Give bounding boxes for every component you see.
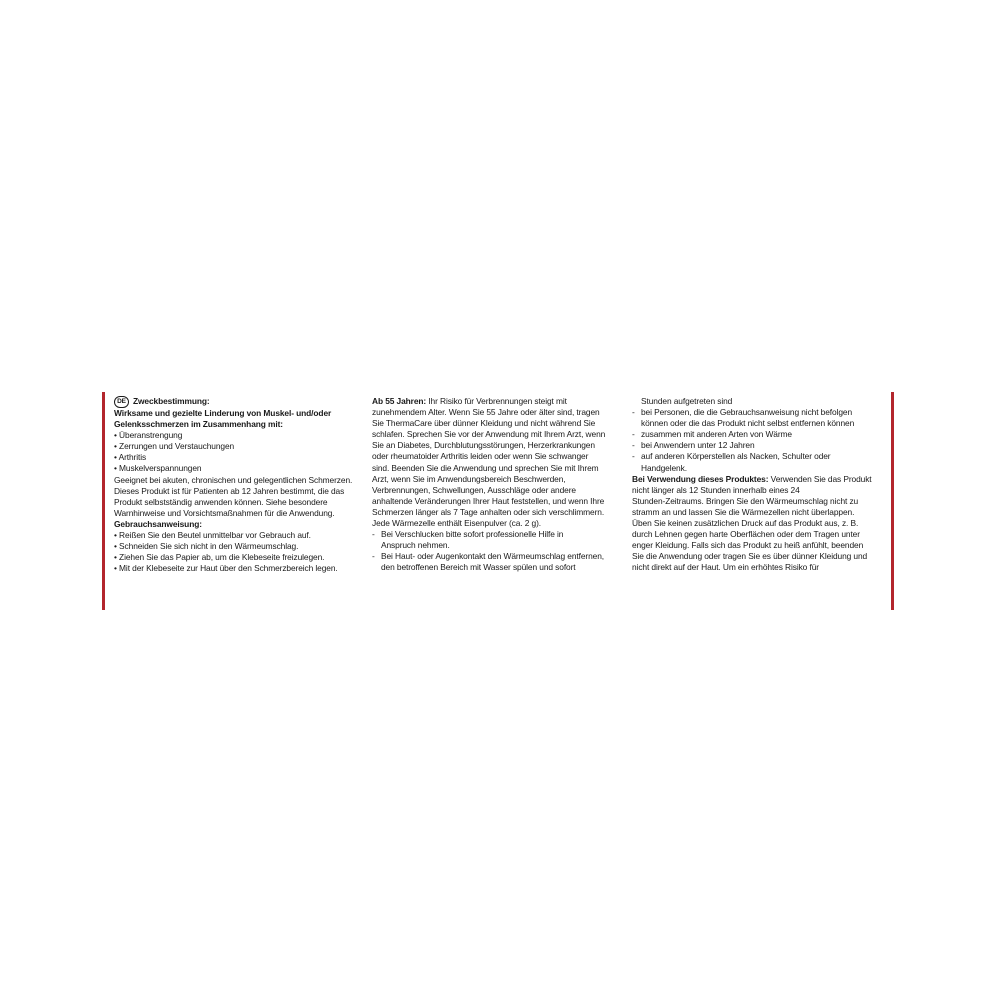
dash-item-text: bei Personen, die die Gebrauchsanweisung nicht befolgen bbox=[641, 407, 853, 418]
use-first-line bbox=[632, 474, 886, 485]
use-text: Verwenden Sie das Produkt bbox=[768, 473, 872, 484]
dash-item-text: Bei Haut- oder Augenkontakt den Wärmeumschlag entfernen, bbox=[381, 551, 604, 562]
dash-item-text: auf anderen Körperstellen als Nacken, Schulter oder bbox=[641, 451, 831, 462]
warning-text: Verbrennungen, Schwellungen, Ausschläge oder andere bbox=[372, 484, 576, 495]
dash-item-continuation: den betroffenen Bereich mit Wasser spülen und sofort bbox=[381, 562, 576, 573]
usage-step: • Ziehen Sie das Papier ab, um die Klebeseite freizulegen. bbox=[114, 552, 325, 563]
column-warnings bbox=[372, 396, 626, 574]
continuation-line: Stunden aufgetreten sind bbox=[641, 396, 733, 406]
dash-item-text: Bei Verschlucken bitte sofort professionelle Hilfe in bbox=[381, 529, 564, 540]
left-red-edge bbox=[102, 392, 105, 610]
use-text-line: Sie die Anwendung oder tragen Sie es über dünner Kleidung und bbox=[632, 551, 868, 562]
use-text-line: durch Lehnen gegen harte Oberflächen oder dem Tragen unter bbox=[632, 529, 860, 540]
use-text-line: Stunden-Zeitraums. Bringen Sie den Wärmeumschlag nicht zu bbox=[632, 495, 859, 506]
suitability-text: Produkt selbstständig anwenden können. Siehe besondere bbox=[114, 496, 328, 507]
usage-step: • Reißen Sie den Beutel unmittelbar vor Gebrauch auf. bbox=[114, 530, 311, 541]
warning-text: Sie ThermaCare über dünner Kleidung und nicht während Sie bbox=[372, 418, 596, 429]
use-text-line: nicht länger als 12 Stunden innerhalb eines 24 bbox=[632, 484, 800, 495]
use-text-line: nicht direkt auf der Haut. Um ein erhöhtes Risiko für bbox=[632, 562, 819, 573]
dash-item: - bei Personen, die die Gebrauchsanweisung nicht befolgen bbox=[632, 407, 853, 418]
indication-bullet: • Überanstrengung bbox=[114, 430, 183, 441]
use-text-line: Üben Sie keinen zusätzlichen Druck auf das Produkt aus, z. B. bbox=[632, 518, 859, 529]
suitability-text: Warnhinweise und Vorsichtsmaßnahmen für die Anwendung. bbox=[114, 507, 335, 518]
usage-step: • Schneiden Sie sich nicht in den Wärmeumschlag. bbox=[114, 541, 299, 552]
warning-text: Jede Wärmezelle enthält Eisenpulver (ca. 2 g). bbox=[372, 518, 542, 529]
purpose-lead-line: Wirksame und gezielte Linderung von Muskel- und/oder bbox=[114, 408, 332, 418]
dash-item: - auf anderen Körperstellen als Nacken, Schulter oder bbox=[632, 451, 831, 462]
indication-bullet: • Muskelverspannungen bbox=[114, 463, 202, 474]
purpose-heading: Zweckbestimmung: bbox=[133, 396, 210, 407]
column-purpose bbox=[114, 396, 366, 574]
dash-item: - zusammen mit anderen Arten von Wärme bbox=[632, 429, 792, 440]
warning-text: oder rheumatoider Arthritis leiden oder wenn Sie schwanger bbox=[372, 451, 589, 462]
warning-text: sind. Beenden Sie die Anwendung und sprechen Sie mit Ihrem bbox=[372, 462, 599, 473]
warning-text: Arzt, wenn Sie im Anwendungsbereich Beschwerden, bbox=[372, 473, 566, 484]
use-text-line: enger Kleidung. Falls sich das Produkt zu heiß anfühlt, beenden bbox=[632, 540, 864, 551]
dash-item-text: bei Anwendern unter 12 Jahren bbox=[641, 440, 755, 451]
warning-text: schlafen. Sprechen Sie vor der Anwendung mit Ihrem Arzt, wenn bbox=[372, 429, 606, 440]
dash-item-continuation: Handgelenk. bbox=[641, 462, 687, 473]
use-text-line: stramm an und lassen Sie die Wärmezellen nicht überlappen. bbox=[632, 506, 855, 517]
warning-text: anhaltende Veränderungen Ihrer Haut feststellen, und wenn Ihre bbox=[372, 495, 605, 506]
warning-text: Schmerzen länger als 7 Tage anhalten oder sich verschlimmern. bbox=[372, 506, 605, 517]
age-warning-first-line bbox=[372, 396, 626, 407]
dash-item-text: zusammen mit anderen Arten von Wärme bbox=[641, 429, 792, 440]
usage-heading: Gebrauchsanweisung: bbox=[114, 518, 202, 529]
dash-item-continuation: Anspruch nehmen. bbox=[381, 540, 450, 551]
use-heading: Bei Verwendung dieses Produktes: bbox=[632, 473, 769, 484]
dash-item: - Bei Haut- oder Augenkontakt den Wärmeumschlag entfernen, bbox=[372, 551, 604, 562]
suitability-text: Dieses Produkt ist für Patienten ab 12 Jahren bestimmt, die das bbox=[114, 485, 345, 496]
column-restrictions bbox=[632, 396, 886, 574]
dash-item-continuation: können oder die das Produkt nicht selbst entfernen können bbox=[641, 418, 855, 429]
right-red-edge bbox=[891, 392, 894, 610]
indication-bullet: • Zerrungen und Verstauchungen bbox=[114, 441, 235, 452]
language-badge: DE bbox=[114, 396, 129, 408]
warning-text: Sie an Diabetes, Durchblutungsstörungen, Herzerkrankungen bbox=[372, 440, 595, 451]
warning-text: zunehmendem Alter. Wenn Sie 55 Jahre oder älter sind, tragen bbox=[372, 407, 600, 418]
indication-bullet: • Arthritis bbox=[114, 452, 147, 463]
dash-item: - bei Anwendern unter 12 Jahren bbox=[632, 440, 755, 451]
age-warning-heading: Ab 55 Jahren: bbox=[372, 396, 427, 406]
usage-step: • Mit der Klebeseite zur Haut über den Schmerzbereich legen. bbox=[114, 563, 338, 574]
dash-item: - Bei Verschlucken bitte sofort professionelle Hilfe in bbox=[372, 529, 564, 540]
purpose-lead-line: Gelenksschmerzen im Zusammenhang mit: bbox=[114, 419, 283, 430]
age-warning-text: Ihr Risiko für Verbrennungen steigt mit bbox=[426, 396, 567, 406]
suitability-text: Geeignet bei akuten, chronischen und gelegentlichen Schmerzen. bbox=[114, 474, 353, 485]
purpose-heading-line bbox=[114, 396, 366, 408]
